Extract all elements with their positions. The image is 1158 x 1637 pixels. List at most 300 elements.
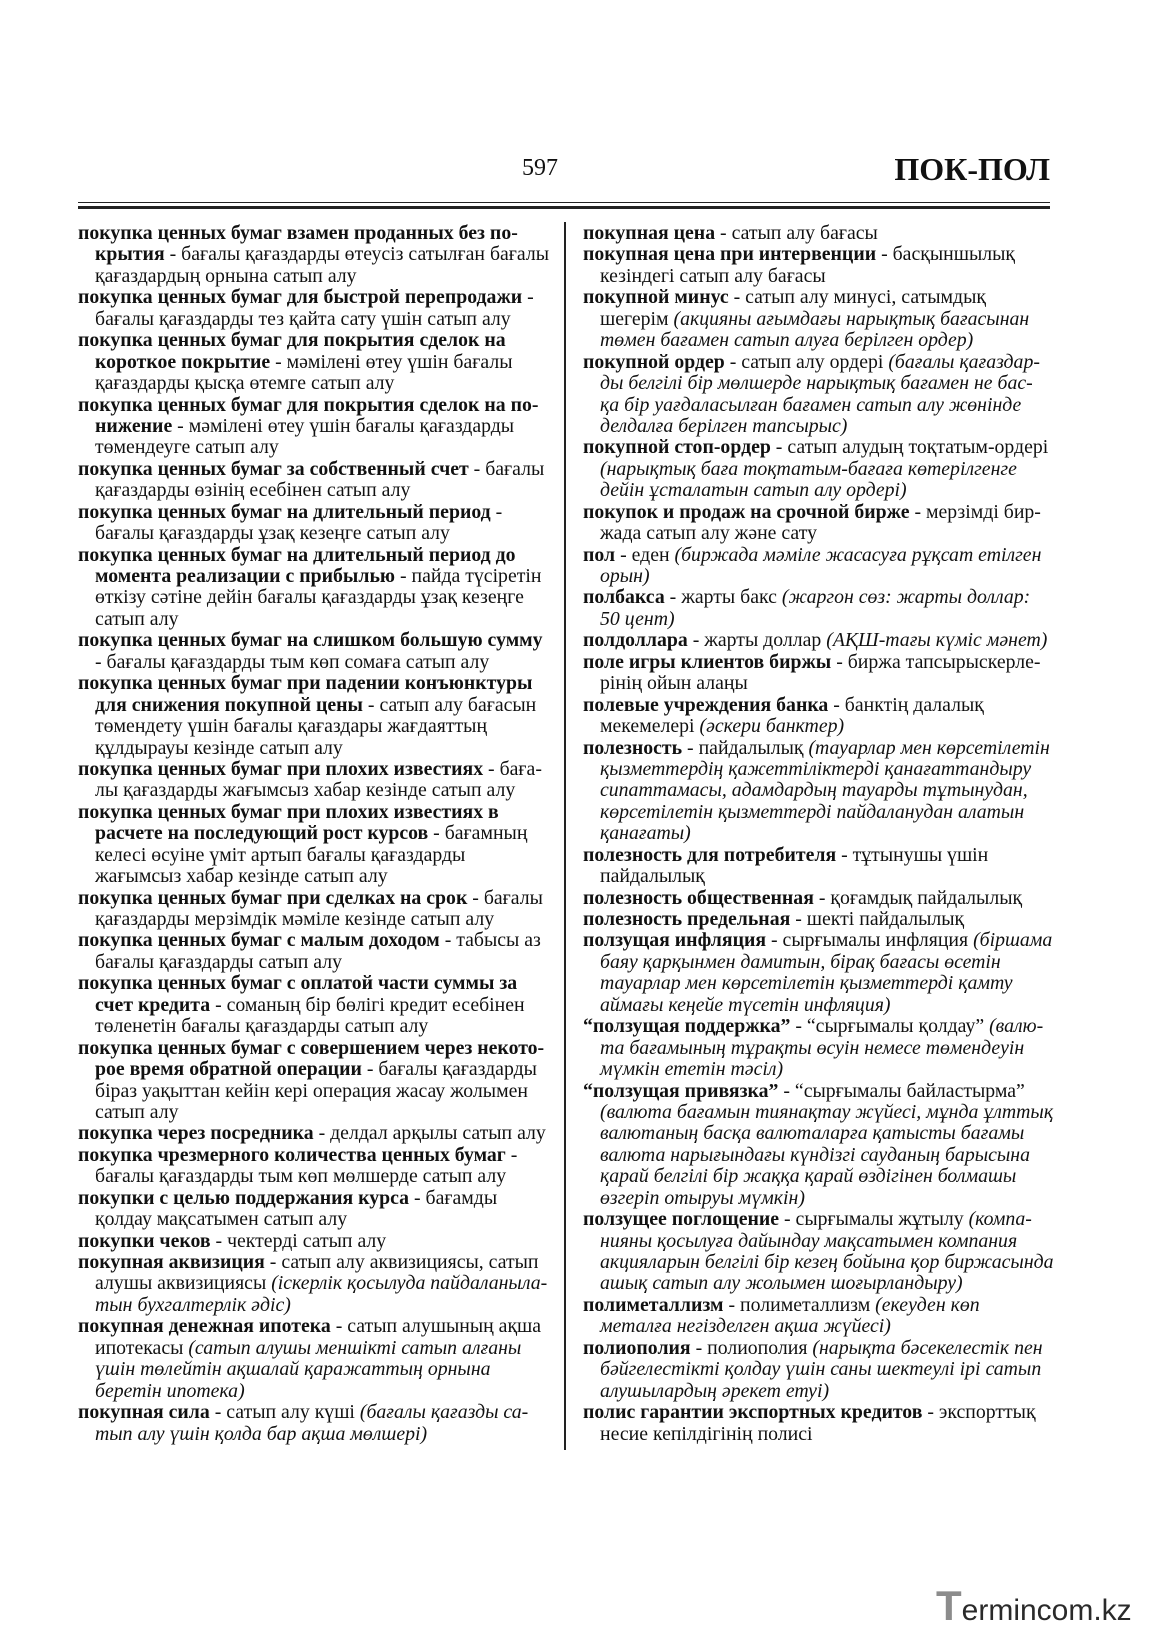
entry-translation: шегерім (600, 307, 674, 330)
entry-line (78, 845, 552, 866)
header-rule-thick (78, 206, 1050, 209)
entry-term: покупная аквизиция (78, 1251, 265, 1273)
entry-translation: - банктің далалық (828, 693, 984, 716)
entry-term: покупка через посредника (78, 1122, 314, 1145)
entry-note: 50 цент) (600, 607, 675, 630)
entry-translation: - бағамды (409, 1186, 498, 1209)
entry-note: (бағалы қағаздар- (888, 350, 1040, 373)
dictionary-entry (78, 673, 552, 759)
entry-translation: - сатып алу күші (209, 1401, 360, 1424)
entry-line (583, 716, 1058, 737)
entry-translation: - бағалы қағаздарды өтеусіз сатылған бағалы (164, 243, 550, 266)
entry-term: покупки чеков (78, 1229, 211, 1252)
dictionary-entry (78, 459, 552, 502)
dictionary-entry (78, 502, 552, 545)
entry-term: покупка ценных бумаг за собственный счет (78, 457, 469, 480)
entry-term: покупка ценных бумаг на слишком большую сумму (78, 629, 543, 652)
entry-note: валютаның басқа валюталарға қатысты бағамы (600, 1122, 1025, 1145)
entry-translation: төмендеуге сатып алу (95, 436, 279, 459)
entry-note: баяу қарқынмен дамитын, бірақ бағасы өсетін (600, 950, 1001, 973)
entry-line (583, 437, 1058, 458)
entry-translation: - биржа тапсырыскерле- (831, 650, 1041, 673)
entry-term: покупка ценных бумаг на длительный период (78, 500, 491, 523)
entry-line (583, 630, 1058, 651)
entry-translation: - пайдалылық (682, 736, 809, 759)
entry-translation: - (522, 286, 534, 309)
dictionary-entry (583, 1209, 1058, 1295)
entry-line (583, 1252, 1058, 1273)
entry-line (78, 652, 552, 673)
entry-term: покупка ценных бумаг при плохих известиях в (78, 800, 499, 823)
entry-translation: қағаздарды өзінің есебінен сатып алу (95, 479, 411, 502)
entry-term: покупная денежная ипотека (78, 1315, 331, 1338)
entry-note: (сатып алушы меншікті сатып алғаны (188, 1336, 522, 1359)
entry-line (78, 802, 552, 823)
entry-line (78, 1038, 552, 1059)
entry-translation: - қоғамдық пайдалылық (813, 886, 1023, 909)
entry-term: короткое покрытие (95, 350, 271, 373)
dictionary-entry (583, 502, 1058, 545)
column-divider (564, 222, 566, 1450)
entry-note: акцияларын белгілі бір кезең бойына қор биржасында (600, 1251, 1054, 1273)
entry-line (78, 866, 552, 887)
entry-line (78, 909, 552, 930)
entry-note: қарай белгілі бір жаққа қарай өздігінен болмашы (600, 1165, 1017, 1188)
entry-translation: - мәмілені өтеу үшін бағалы (270, 350, 513, 373)
dictionary-entry (78, 759, 552, 802)
entry-line (78, 695, 552, 716)
entry-translation: - (490, 500, 503, 523)
entry-note: қа бір уағдаласылған бағамен сатып алу жөнінде (600, 393, 1022, 416)
dictionary-entry (78, 1316, 552, 1402)
entry-line (78, 1166, 552, 1187)
entry-translation: төмендету үшін бағалы қағаздары жағдаяттың (95, 715, 488, 738)
entry-line (583, 523, 1058, 544)
entry-line (78, 1059, 552, 1080)
dictionary-entry (583, 223, 1058, 244)
entry-note: делдалға берілген тапсырыс) (600, 414, 848, 437)
entry-term: “ползущая поддержка” (583, 1015, 791, 1038)
entry-term: покупка ценных бумаг при сделках на срок (78, 886, 468, 909)
dictionary-entry (583, 545, 1058, 588)
entry-term: покупка ценных бумаг с совершением через некото- (78, 1036, 545, 1059)
entry-translation: - жарты доллар (687, 629, 827, 652)
entry-term: нижение (95, 414, 173, 437)
entry-term: покупка чрезмерного количества ценных бумаг (78, 1143, 506, 1166)
entry-note: төмен бағамен сатып алуға берілген ордер) (600, 329, 974, 352)
entry-note: тып алу үшін қолда бар ақша мөлшері) (95, 1422, 428, 1445)
entry-line (78, 1381, 552, 1402)
entry-note: (іскерлік қосылуда пайдаланыла- (271, 1272, 548, 1295)
entry-term: “ползущая привязка” (583, 1079, 779, 1102)
entry-line (78, 1145, 552, 1166)
entry-translation: бағалы қағаздарды тез қайта сату үшін сатып алу (95, 307, 511, 330)
dictionary-entry (583, 1016, 1058, 1080)
dictionary-entry (78, 1252, 552, 1316)
entry-note: қызметтердің қажеттіліктерді қанағаттандыру (600, 757, 1032, 780)
entry-translation: мекемелері (600, 715, 700, 738)
entry-line (583, 1402, 1058, 1423)
entry-translation: - баға- (483, 757, 542, 780)
entry-translation: - сатып алудың тоқтатым-ордері (770, 436, 1049, 459)
entry-term: полиметаллизм (583, 1293, 724, 1316)
entry-line (583, 759, 1058, 780)
entry-note: нияны қосылуға дайындау мақсатымен компания (600, 1229, 1018, 1252)
entry-term: полезность общественная (583, 886, 814, 909)
entry-note: (АҚШ-тағы күміс мәнет) (826, 629, 1048, 652)
dictionary-entry (78, 1038, 552, 1124)
entry-line (78, 416, 552, 437)
entry-term: покупка ценных бумаг при плохих известиях (78, 757, 484, 780)
entry-line (78, 1123, 552, 1144)
entry-translation: қағаздардың орнына сатып алу (95, 264, 357, 287)
entry-term: момента реализации с прибылью (95, 565, 396, 587)
entry-term: покупка ценных бумаг для быстрой перепродажи (78, 286, 523, 309)
entry-line (583, 309, 1058, 330)
entry-term: покупной стоп-ордер (583, 436, 771, 459)
entry-line (78, 330, 552, 351)
dictionary-entry (78, 630, 552, 673)
entry-term: полиополия (583, 1336, 691, 1359)
guide-words: ПОК-ПОЛ (894, 151, 1050, 187)
entry-line (78, 1081, 552, 1102)
entry-note: (биржада мәміле жасасуға рұқсат етілген (674, 543, 1042, 566)
entry-translation: - экспорттық (922, 1401, 1036, 1424)
entry-line (583, 395, 1058, 416)
dictionary-entry (583, 845, 1058, 888)
entry-line (78, 373, 552, 394)
dictionary-entry (583, 352, 1058, 438)
entry-note: қанағаты) (600, 822, 691, 845)
entry-line (583, 695, 1058, 716)
entry-translation: - мерзімді бир- (909, 500, 1041, 523)
header-rule-thin (78, 202, 1050, 203)
entry-line (78, 1102, 552, 1123)
entry-term: покупка ценных бумаг с оплатой части суммы за (78, 972, 518, 995)
site-logo: Termincom.kz (936, 1582, 1132, 1629)
dictionary-entry (78, 973, 552, 1037)
entry-translation: - бағалы қағаздарды тым көп сомаға сатып алу (95, 650, 490, 673)
entry-term: покупка ценных бумаг на длительный период до (78, 543, 516, 566)
entry-translation: ипотекасы (95, 1336, 189, 1359)
left-column (78, 223, 552, 1445)
entry-note: (тауарлар мен көрсетілетін (808, 736, 1050, 759)
entry-line (583, 609, 1058, 630)
entry-term: покупка ценных бумаг при падении конъюнктуры (78, 672, 533, 695)
entry-translation: - бағамның (428, 822, 528, 845)
entry-translation: - сатып алушының ақша (330, 1315, 542, 1338)
entry-line (583, 416, 1058, 437)
entry-translation: келесі өсуіне үміт артып бағалы қағаздарды (95, 843, 466, 866)
dictionary-entry (78, 802, 552, 888)
entry-term: покупок и продаж на срочной бирже (583, 500, 910, 523)
entry-line (583, 909, 1058, 930)
entry-line (78, 930, 552, 951)
entry-line (583, 587, 1058, 608)
entry-line (583, 802, 1058, 823)
entry-translation: сатып алу (95, 1100, 179, 1123)
entry-note: үшін төлейтін ақшалай қаражаттың орнына (95, 1358, 491, 1381)
entry-translation: кезіндегі сатып алу бағасы (600, 264, 826, 287)
entry-term: покупка ценных бумаг для покрытия сделок на (78, 329, 506, 352)
entry-line (583, 1424, 1058, 1445)
entry-note: көрсетілетін қызметтерді пайдаланудан алатын (600, 800, 1025, 823)
entry-term: покупки с целью поддержания курса (78, 1186, 410, 1209)
dictionary-entry (583, 587, 1058, 630)
entry-term: покупная цена при интервенции (583, 243, 877, 266)
entry-line (78, 244, 552, 265)
dictionary-entry (583, 287, 1058, 351)
entry-line (78, 437, 552, 458)
entry-term: ползущее поглощение (583, 1208, 780, 1231)
entry-translation: төленетін бағалы қағаздарды сатып алу (95, 1015, 429, 1038)
entry-translation: құлдырауы кезінде сатып алу (95, 736, 343, 759)
dictionary-entry (78, 1231, 552, 1252)
dictionary-entry (583, 909, 1058, 930)
entry-term: для снижения покупной цены (95, 693, 363, 716)
entry-line (583, 1016, 1058, 1037)
dictionary-entry (583, 630, 1058, 651)
entry-translation: - сырғымалы инфляция (766, 929, 974, 952)
entry-line (583, 1381, 1058, 1402)
entry-line (78, 266, 552, 287)
entry-line (78, 502, 552, 523)
right-column (583, 223, 1058, 1445)
entry-line (78, 587, 552, 608)
entry-line (78, 1188, 552, 1209)
entry-line (583, 502, 1058, 523)
entry-line (583, 866, 1058, 887)
entry-line (583, 352, 1058, 373)
entry-translation: - полиметаллизм (723, 1293, 876, 1316)
entry-note: (валюта бағамын тиянақтау жүйесі, мұнда ұлттық (600, 1100, 1054, 1123)
entry-translation: - сырғымалы жұтылу (779, 1208, 969, 1231)
entry-translation: жада сатып алу және сату (600, 522, 817, 545)
entry-term: пол (583, 543, 616, 566)
entry-translation: - (505, 1143, 518, 1166)
entry-translation: лы қағаздарды жағымсыз хабар кезінде сатып алу (95, 779, 516, 802)
entry-term: покупка ценных бумаг взамен проданных без по- (78, 222, 518, 244)
page-number: 597 (522, 155, 558, 181)
entry-line (583, 1273, 1058, 1294)
entry-note: алушылардың әрекет етуі) (600, 1379, 830, 1402)
dictionary-entry (78, 1145, 552, 1188)
entry-translation: - “сырғымалы қолдау” (790, 1015, 990, 1038)
entry-note: сипаттамасы, адамдардың тауарды тұтынудан, (600, 779, 1028, 802)
dictionary-entry (583, 1081, 1058, 1210)
entry-translation: біраз уақыттан кейін кері операция жасау жолымен (95, 1079, 528, 1102)
dictionary-entry (78, 223, 552, 287)
entry-term: полезность предельная (583, 908, 791, 930)
entry-line (78, 673, 552, 694)
entry-term: полезность для потребителя (583, 843, 837, 866)
entry-line (78, 309, 552, 330)
dictionary-entry (583, 738, 1058, 845)
entry-term: поле игры клиентов биржы (583, 650, 832, 673)
entry-note: бәйгелестікті қолдау үшін саны шектеулі ірі сатып (600, 1358, 1042, 1381)
entry-note: (бағалы қағазды са- (359, 1401, 529, 1424)
entry-term: полбакса (583, 586, 665, 609)
entry-term: покупной минус (583, 286, 729, 309)
dictionary-entry (78, 330, 552, 394)
dictionary-entry (583, 695, 1058, 738)
entry-translation: несие кепілдігінің полисі (600, 1422, 813, 1445)
entry-line (583, 1038, 1058, 1059)
entry-line (78, 480, 552, 501)
entry-line (78, 1402, 552, 1423)
entry-line (78, 630, 552, 651)
entry-line (78, 738, 552, 759)
entry-term: полдоллара (583, 629, 688, 652)
entry-note: (жаргон сөз: жарты доллар: (781, 586, 1031, 609)
entry-translation: - жарты бакс (664, 586, 782, 609)
entry-translation: - сатып алу минусі, сатымдық (728, 286, 987, 309)
entry-line (583, 1295, 1058, 1316)
entry-line (583, 566, 1058, 587)
entry-line (78, 1295, 552, 1316)
entry-note: дейін ұсталатын сатып алу ордері) (600, 479, 907, 502)
dictionary-entry (583, 930, 1058, 1016)
entry-line (583, 1081, 1058, 1102)
entry-note: аймағы кеңейе түсетін инфляция) (600, 993, 891, 1016)
entry-translation: қағаздарды мерзімдік мәміле кезінде сатып алу (95, 908, 495, 930)
entry-translation: сатып алу (95, 607, 179, 630)
entry-line (78, 823, 552, 844)
dictionary-entry (583, 437, 1058, 501)
entry-line (78, 287, 552, 308)
entry-line (583, 1059, 1058, 1080)
entry-line (78, 459, 552, 480)
entry-line (583, 1359, 1058, 1380)
dictionary-entry (583, 652, 1058, 695)
entry-translation: бағалы қағаздарды сатып алу (95, 950, 343, 973)
entry-note: (компа- (968, 1208, 1032, 1231)
entry-line (583, 1123, 1058, 1144)
entry-line (78, 545, 552, 566)
dictionary-entry (583, 1338, 1058, 1402)
entry-line (78, 1231, 552, 1252)
entry-translation: - басқыншылық (876, 243, 1016, 266)
entry-line (583, 223, 1058, 244)
entry-translation: - мәмілені өтеу үшін бағалы қағаздарды (172, 414, 515, 437)
entry-term: полевые учреждения банка (583, 693, 829, 716)
dictionary-entry (78, 930, 552, 973)
entry-line (583, 266, 1058, 287)
entry-note: та бағамының тұрақты өсуін немесе төмендеуін (600, 1036, 1025, 1059)
dictionary-entry (78, 545, 552, 631)
entry-note: (акцияны ағымдағы нарықтық бағасынан (673, 307, 1030, 330)
entry-line (583, 1188, 1058, 1209)
entry-translation: өткізу сәтіне дейін бағалы қағаздарды ұзақ кезеңге (95, 586, 524, 609)
entry-note: (әскери банктер) (699, 715, 845, 738)
entry-line (583, 888, 1058, 909)
entry-line (583, 545, 1058, 566)
entry-translation: - полиополия (690, 1336, 813, 1359)
entry-line (583, 780, 1058, 801)
entry-line (583, 1145, 1058, 1166)
entry-line (583, 652, 1058, 673)
entry-translation: - сатып алу бағасын (362, 693, 537, 716)
entry-line (78, 952, 552, 973)
entry-term: покупная сила (78, 1401, 210, 1424)
entry-term: рое время обратной операции (95, 1058, 362, 1081)
entry-line (78, 1252, 552, 1273)
entry-line (583, 1102, 1058, 1123)
entry-term: полис гарантии экспортных кредитов (583, 1401, 923, 1424)
entry-term: расчете на последующий рост курсов (95, 822, 429, 845)
entry-note: мүмкін ететін тәсіл) (600, 1058, 784, 1081)
dictionary-entry (78, 1123, 552, 1144)
dictionary-entry (583, 244, 1058, 287)
entry-translation: - бағалы (468, 457, 545, 480)
entry-line (583, 287, 1058, 308)
entry-line (78, 716, 552, 737)
entry-translation: - еден (615, 543, 675, 566)
entry-note: ды белгілі бір мөлшерде нарықтық бағамен не бас- (600, 372, 1033, 395)
entry-note: валюта нарығындағы күндізгі сауданың барысына (600, 1143, 1030, 1166)
entry-note: (екеуден көп (875, 1293, 980, 1316)
entry-line (78, 352, 552, 373)
entry-line (583, 845, 1058, 866)
entry-line (583, 823, 1058, 844)
dictionary-entry (583, 888, 1058, 909)
entry-line (78, 523, 552, 544)
entry-translation: жағымсыз хабар кезінде сатып алу (95, 865, 388, 888)
entry-line (583, 330, 1058, 351)
entry-line (583, 1166, 1058, 1187)
entry-note: (валю- (989, 1015, 1044, 1038)
entry-term: счет кредита (95, 993, 211, 1016)
entry-translation: қағаздарды қысқа өтемге сатып алу (95, 372, 395, 395)
entry-line (78, 223, 552, 244)
entry-translation: бағалы қағаздарды ұзақ кезеңге сатып алу (95, 522, 450, 545)
entry-line (78, 973, 552, 994)
entry-line (78, 609, 552, 630)
entry-term: полезность (583, 736, 683, 759)
entry-line (78, 780, 552, 801)
entry-translation: - “сырғымалы байластырма” (778, 1079, 1025, 1102)
entry-line (583, 995, 1058, 1016)
entry-line (583, 973, 1058, 994)
entry-translation: - делдал арқылы сатып алу (313, 1122, 546, 1145)
dictionary-entry (78, 287, 552, 330)
entry-translation: - табысы аз (439, 929, 541, 952)
entry-note: (нарықта бәсекелестік пен (812, 1336, 1043, 1359)
entry-line (78, 1016, 552, 1037)
entry-note: өзгеріп отыруы мүмкін) (600, 1186, 805, 1209)
entry-term: покупка ценных бумаг с малым доходом (78, 929, 440, 952)
entry-line (583, 1209, 1058, 1230)
dictionary-entry (78, 1402, 552, 1445)
dictionary-entry (583, 1402, 1058, 1445)
entry-line (78, 888, 552, 909)
entry-translation: алушы аквизициясы (95, 1272, 272, 1295)
entry-line (583, 244, 1058, 265)
entry-translation: - бағалы қағаздарды (361, 1058, 537, 1081)
entry-line (78, 1273, 552, 1294)
entry-line (78, 1209, 552, 1230)
entry-term: покупная цена (583, 222, 716, 244)
entry-translation: - сатып алу аквизициясы, сатып (264, 1251, 539, 1273)
entry-note: (нарықтық баға тоқтатым-бағаға көтерілгенге (600, 457, 1017, 480)
entry-note: (біршама (973, 929, 1053, 952)
entry-line (78, 759, 552, 780)
entry-note: металға негізделген ақша жүйесі) (600, 1315, 891, 1338)
entry-translation: - шекті пайдалылық (790, 908, 965, 930)
entry-translation: рінің ойын алаңы (600, 672, 748, 695)
entry-line (78, 995, 552, 1016)
entry-term: покупной ордер (583, 350, 725, 373)
